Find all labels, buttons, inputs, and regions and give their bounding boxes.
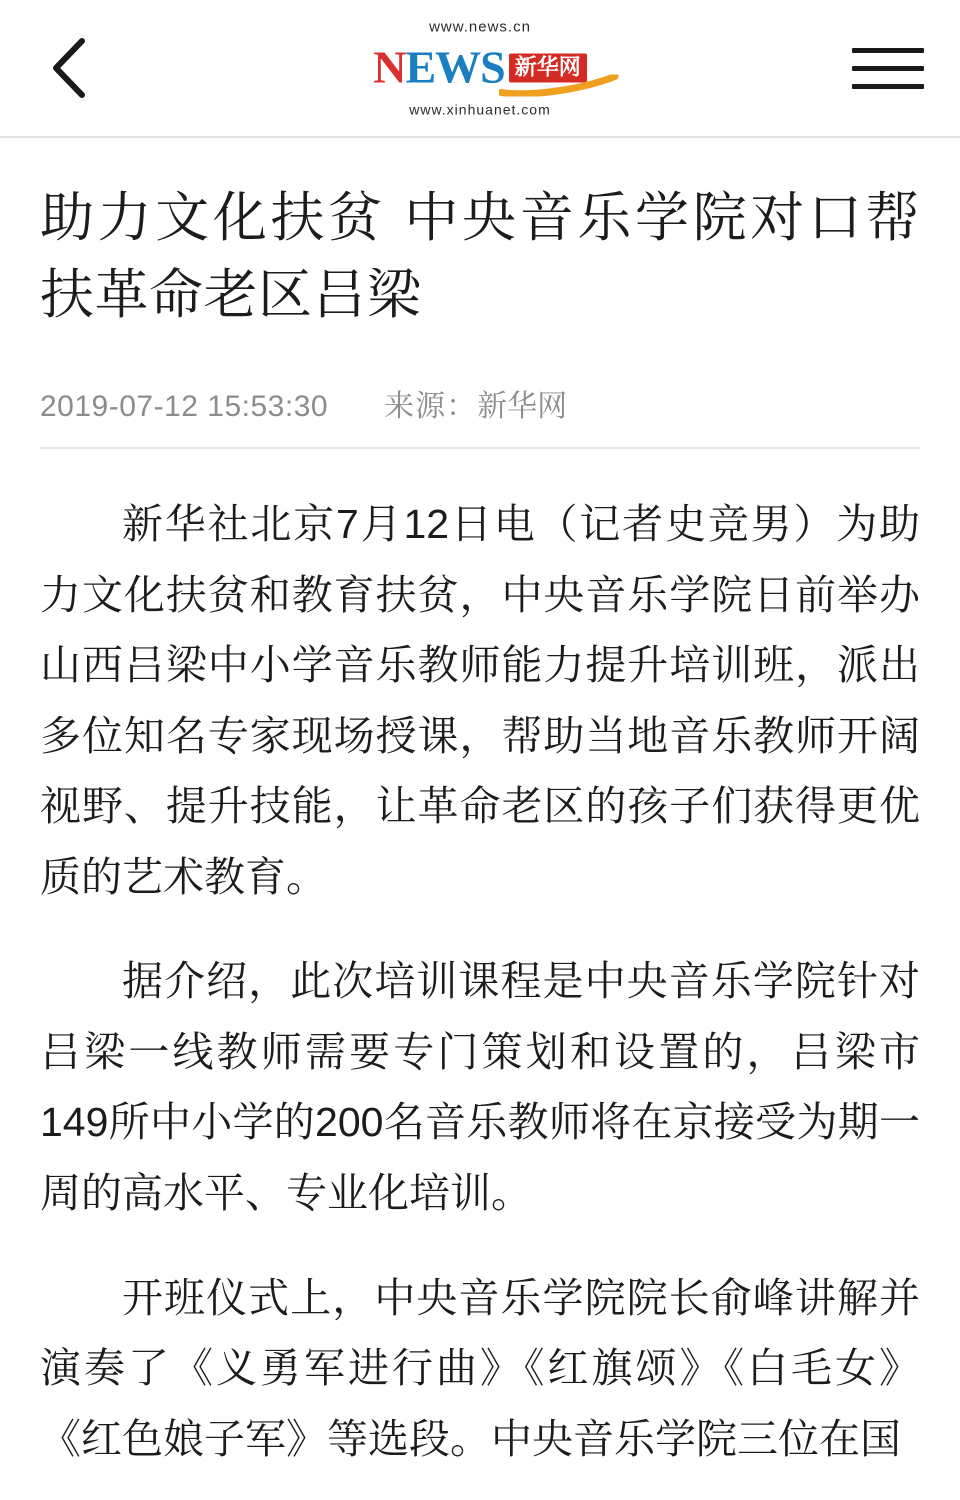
source-name[interactable]: 新华网 [477, 390, 568, 424]
menu-bar-1 [852, 48, 924, 53]
menu-bar-2 [852, 66, 924, 71]
logo-wordmark-row [335, 37, 625, 99]
logo-top-url: www.news.cn [429, 18, 531, 36]
article-paragraph: 新华社北京7月12日电（记者史竞男）为助力文化扶贫和教育扶贫，中央音乐学院日前举办山西吕梁中小学音乐教师能力提升培训班，派出多位知名专家现场授课，帮助当地音乐教师开阔视野、提升技能，让革命老区的孩子们获得更优质的艺术教育。 [40, 501, 920, 900]
menu-bar-3 [852, 84, 924, 89]
page-title: 助力文化扶贫 中央音乐学院对口帮扶革命老区吕梁 [40, 188, 920, 325]
logo-bottom-url: www.xinhuanet.com [409, 101, 551, 118]
article-container [0, 138, 960, 1474]
article-paragraph: 据介绍，此次培训课程是中央音乐学院针对吕梁一线教师需要专门策划和设置的，吕梁市149所中小学的200名音乐教师将在京接受为期一周的高水平、专业化培训。 [40, 958, 920, 1216]
publish-timestamp: 2019-07-12 15:53:30 [40, 390, 329, 424]
source-label: 来源： [384, 390, 478, 424]
back-button[interactable] [34, 33, 104, 103]
article-paragraph: 开班仪式上，中央音乐学院院长俞峰讲解并演奏了《义勇军进行曲》《红旗颂》《白毛女》《红色娘子军》等选段。中央音乐学院三位在国 [40, 1274, 920, 1462]
logo-badge: 新华网 [509, 53, 587, 82]
logo-wordmark: NEWS [373, 41, 505, 93]
site-logo[interactable] [335, 20, 625, 117]
chevron-left-icon [46, 35, 92, 101]
top-navigation-bar [0, 0, 960, 136]
hamburger-menu-icon[interactable] [850, 33, 926, 103]
article-meta [40, 381, 920, 449]
article-body [40, 489, 920, 1474]
